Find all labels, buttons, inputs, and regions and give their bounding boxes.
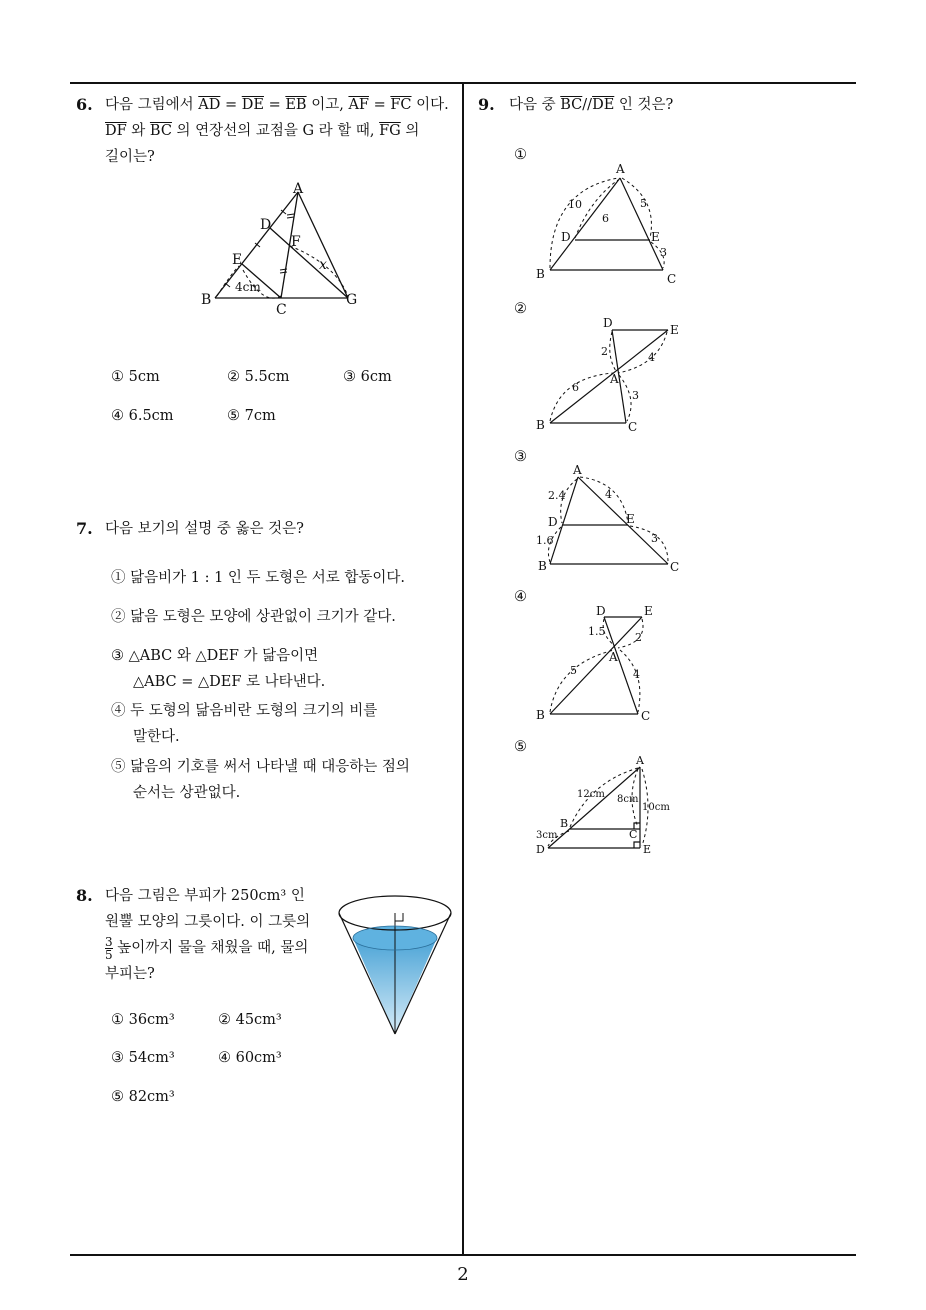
- q9-number: 9.: [478, 95, 495, 114]
- q6-choice-1[interactable]: ① 5cm: [111, 369, 160, 385]
- svg-text:8cm: 8cm: [617, 794, 639, 805]
- svg-text:B: B: [536, 708, 545, 722]
- q9-option-3-mark[interactable]: ③: [514, 449, 527, 465]
- q9-option-1-mark[interactable]: ①: [514, 147, 527, 163]
- svg-text:E: E: [643, 843, 652, 856]
- page-number: 2: [457, 1264, 469, 1285]
- svg-text:A: A: [609, 650, 618, 664]
- q6-x-label: x: [319, 257, 327, 273]
- q7-choice-1[interactable]: ① 닮음비가 1 : 1 인 두 도형은 서로 합동이다.: [111, 570, 406, 586]
- svg-text:6: 6: [602, 212, 609, 225]
- svg-text:3: 3: [660, 246, 667, 259]
- q6-label-D: D: [260, 217, 272, 233]
- svg-text:2.4: 2.4: [548, 489, 566, 502]
- q8-choice-2[interactable]: ② 45cm³: [218, 1012, 282, 1028]
- svg-text:D: D: [603, 316, 613, 330]
- svg-text:C: C: [641, 709, 651, 723]
- svg-text:5: 5: [640, 197, 647, 210]
- svg-text:10cm: 10cm: [642, 802, 670, 813]
- svg-text:6: 6: [572, 381, 579, 394]
- q7-choice-3[interactable]: ③ △ABC 와 △DEF 가 닮음이면 △ABC = △DEF 로 나타낸다.: [111, 648, 326, 690]
- q6-figure: [195, 180, 375, 320]
- svg-text:E: E: [626, 512, 635, 526]
- q7-question: 다음 보기의 설명 중 옳은 것은?: [105, 521, 304, 537]
- q6-choice-3[interactable]: ③ 6cm: [343, 369, 392, 385]
- q8-choice-3[interactable]: ③ 54cm³: [111, 1050, 175, 1066]
- svg-text:E: E: [651, 230, 660, 244]
- q6-label-F: F: [291, 234, 301, 250]
- q9-option-5-mark[interactable]: ⑤: [514, 739, 527, 755]
- svg-text:B: B: [536, 267, 545, 281]
- svg-text:4: 4: [605, 488, 612, 501]
- q6-length-label: 4cm: [235, 280, 261, 294]
- q6-choice-5[interactable]: ⑤ 7cm: [227, 408, 276, 424]
- q8-number: 8.: [76, 886, 93, 905]
- svg-text:A: A: [610, 372, 619, 386]
- q8-choice-5[interactable]: ⑤ 82cm³: [111, 1089, 175, 1105]
- q7-choice-5[interactable]: ⑤ 닮음의 기호를 써서 나타낼 때 대응하는 점의 순서는 상관없다.: [111, 759, 410, 801]
- svg-text:B: B: [560, 817, 569, 830]
- svg-text:D: D: [548, 515, 558, 529]
- q9-option-1-figure: [530, 160, 690, 290]
- q6-number: 6.: [76, 95, 93, 114]
- svg-text:2: 2: [601, 345, 608, 358]
- q9-option-2-mark[interactable]: ②: [514, 301, 527, 317]
- svg-text:10: 10: [568, 198, 582, 211]
- svg-text:4: 4: [648, 351, 655, 364]
- svg-text:D: D: [596, 604, 606, 618]
- q9-option-3-figure: [530, 462, 690, 577]
- column-divider: [462, 82, 464, 1256]
- svg-text:1.6: 1.6: [536, 534, 554, 547]
- svg-text:C: C: [670, 560, 680, 574]
- svg-text:3: 3: [651, 532, 658, 545]
- q6-question: 다음 그림에서 $\overline{AD} = \overline{DE} = \overline{EB}$ 이고, $\overline{AF} = \overline{FC}$ 이다. $\overline{DF}$ 와 $\overline{BC}$ 의 연장선의 교점을 G 라 할 때, $\overline{FG}$ 의 길이는?: [105, 97, 449, 165]
- q7-choice-2[interactable]: ② 닮음 도형은 모양에 상관없이 크기가 같다.: [111, 609, 396, 625]
- svg-text:4: 4: [633, 668, 640, 681]
- q6-label-G: G: [346, 292, 358, 308]
- svg-text:B: B: [536, 418, 545, 432]
- q8-cone-figure: [338, 888, 458, 1038]
- svg-text:12cm: 12cm: [577, 789, 605, 800]
- svg-text:A: A: [573, 463, 582, 477]
- q9-option-2-figure: [530, 315, 690, 435]
- svg-text:E: E: [670, 323, 679, 337]
- svg-text:2: 2: [635, 631, 642, 644]
- q9-option-4-figure: [530, 602, 690, 727]
- q6-choice-4[interactable]: ④ 6.5cm: [111, 408, 174, 424]
- svg-text:C: C: [667, 272, 677, 286]
- svg-text:5: 5: [570, 664, 577, 677]
- svg-text:3: 3: [632, 389, 639, 402]
- svg-text:C: C: [628, 420, 638, 434]
- svg-text:D: D: [536, 843, 545, 856]
- bottom-rule: [70, 1254, 856, 1256]
- q6-label-C: C: [276, 302, 287, 318]
- q6-label-E: E: [232, 252, 243, 268]
- q8-question: 다음 그림은 부피가 250cm³ 인 원뿔 모양의 그릇이다. 이 그릇의 $\frac{3}{5}$ 높이까지 물을 채웠을 때, 물의 부피는?: [105, 888, 311, 982]
- svg-text:A: A: [616, 162, 625, 176]
- q8-choice-4[interactable]: ④ 60cm³: [218, 1050, 282, 1066]
- svg-text:A: A: [636, 754, 644, 767]
- svg-text:1.5: 1.5: [588, 625, 606, 638]
- q6-label-A: A: [293, 181, 304, 197]
- svg-text:C: C: [629, 828, 638, 841]
- svg-text:D: D: [561, 230, 571, 244]
- q8-choice-1[interactable]: ① 36cm³: [111, 1012, 175, 1028]
- q7-choice-4[interactable]: ④ 두 도형의 닮음비란 도형의 크기의 비를 말한다.: [111, 703, 378, 745]
- q7-number: 7.: [76, 519, 93, 538]
- q9-question: 다음 중 $\overline{BC}//\overline{DE}$ 인 것은?: [509, 97, 674, 113]
- svg-text:B: B: [538, 559, 547, 573]
- q9-option-4-mark[interactable]: ④: [514, 589, 527, 605]
- q9-option-5-figure: [530, 752, 690, 862]
- q6-label-B: B: [201, 292, 212, 308]
- q6-choice-2[interactable]: ② 5.5cm: [227, 369, 290, 385]
- svg-text:3cm: 3cm: [536, 830, 558, 841]
- svg-text:E: E: [644, 604, 653, 618]
